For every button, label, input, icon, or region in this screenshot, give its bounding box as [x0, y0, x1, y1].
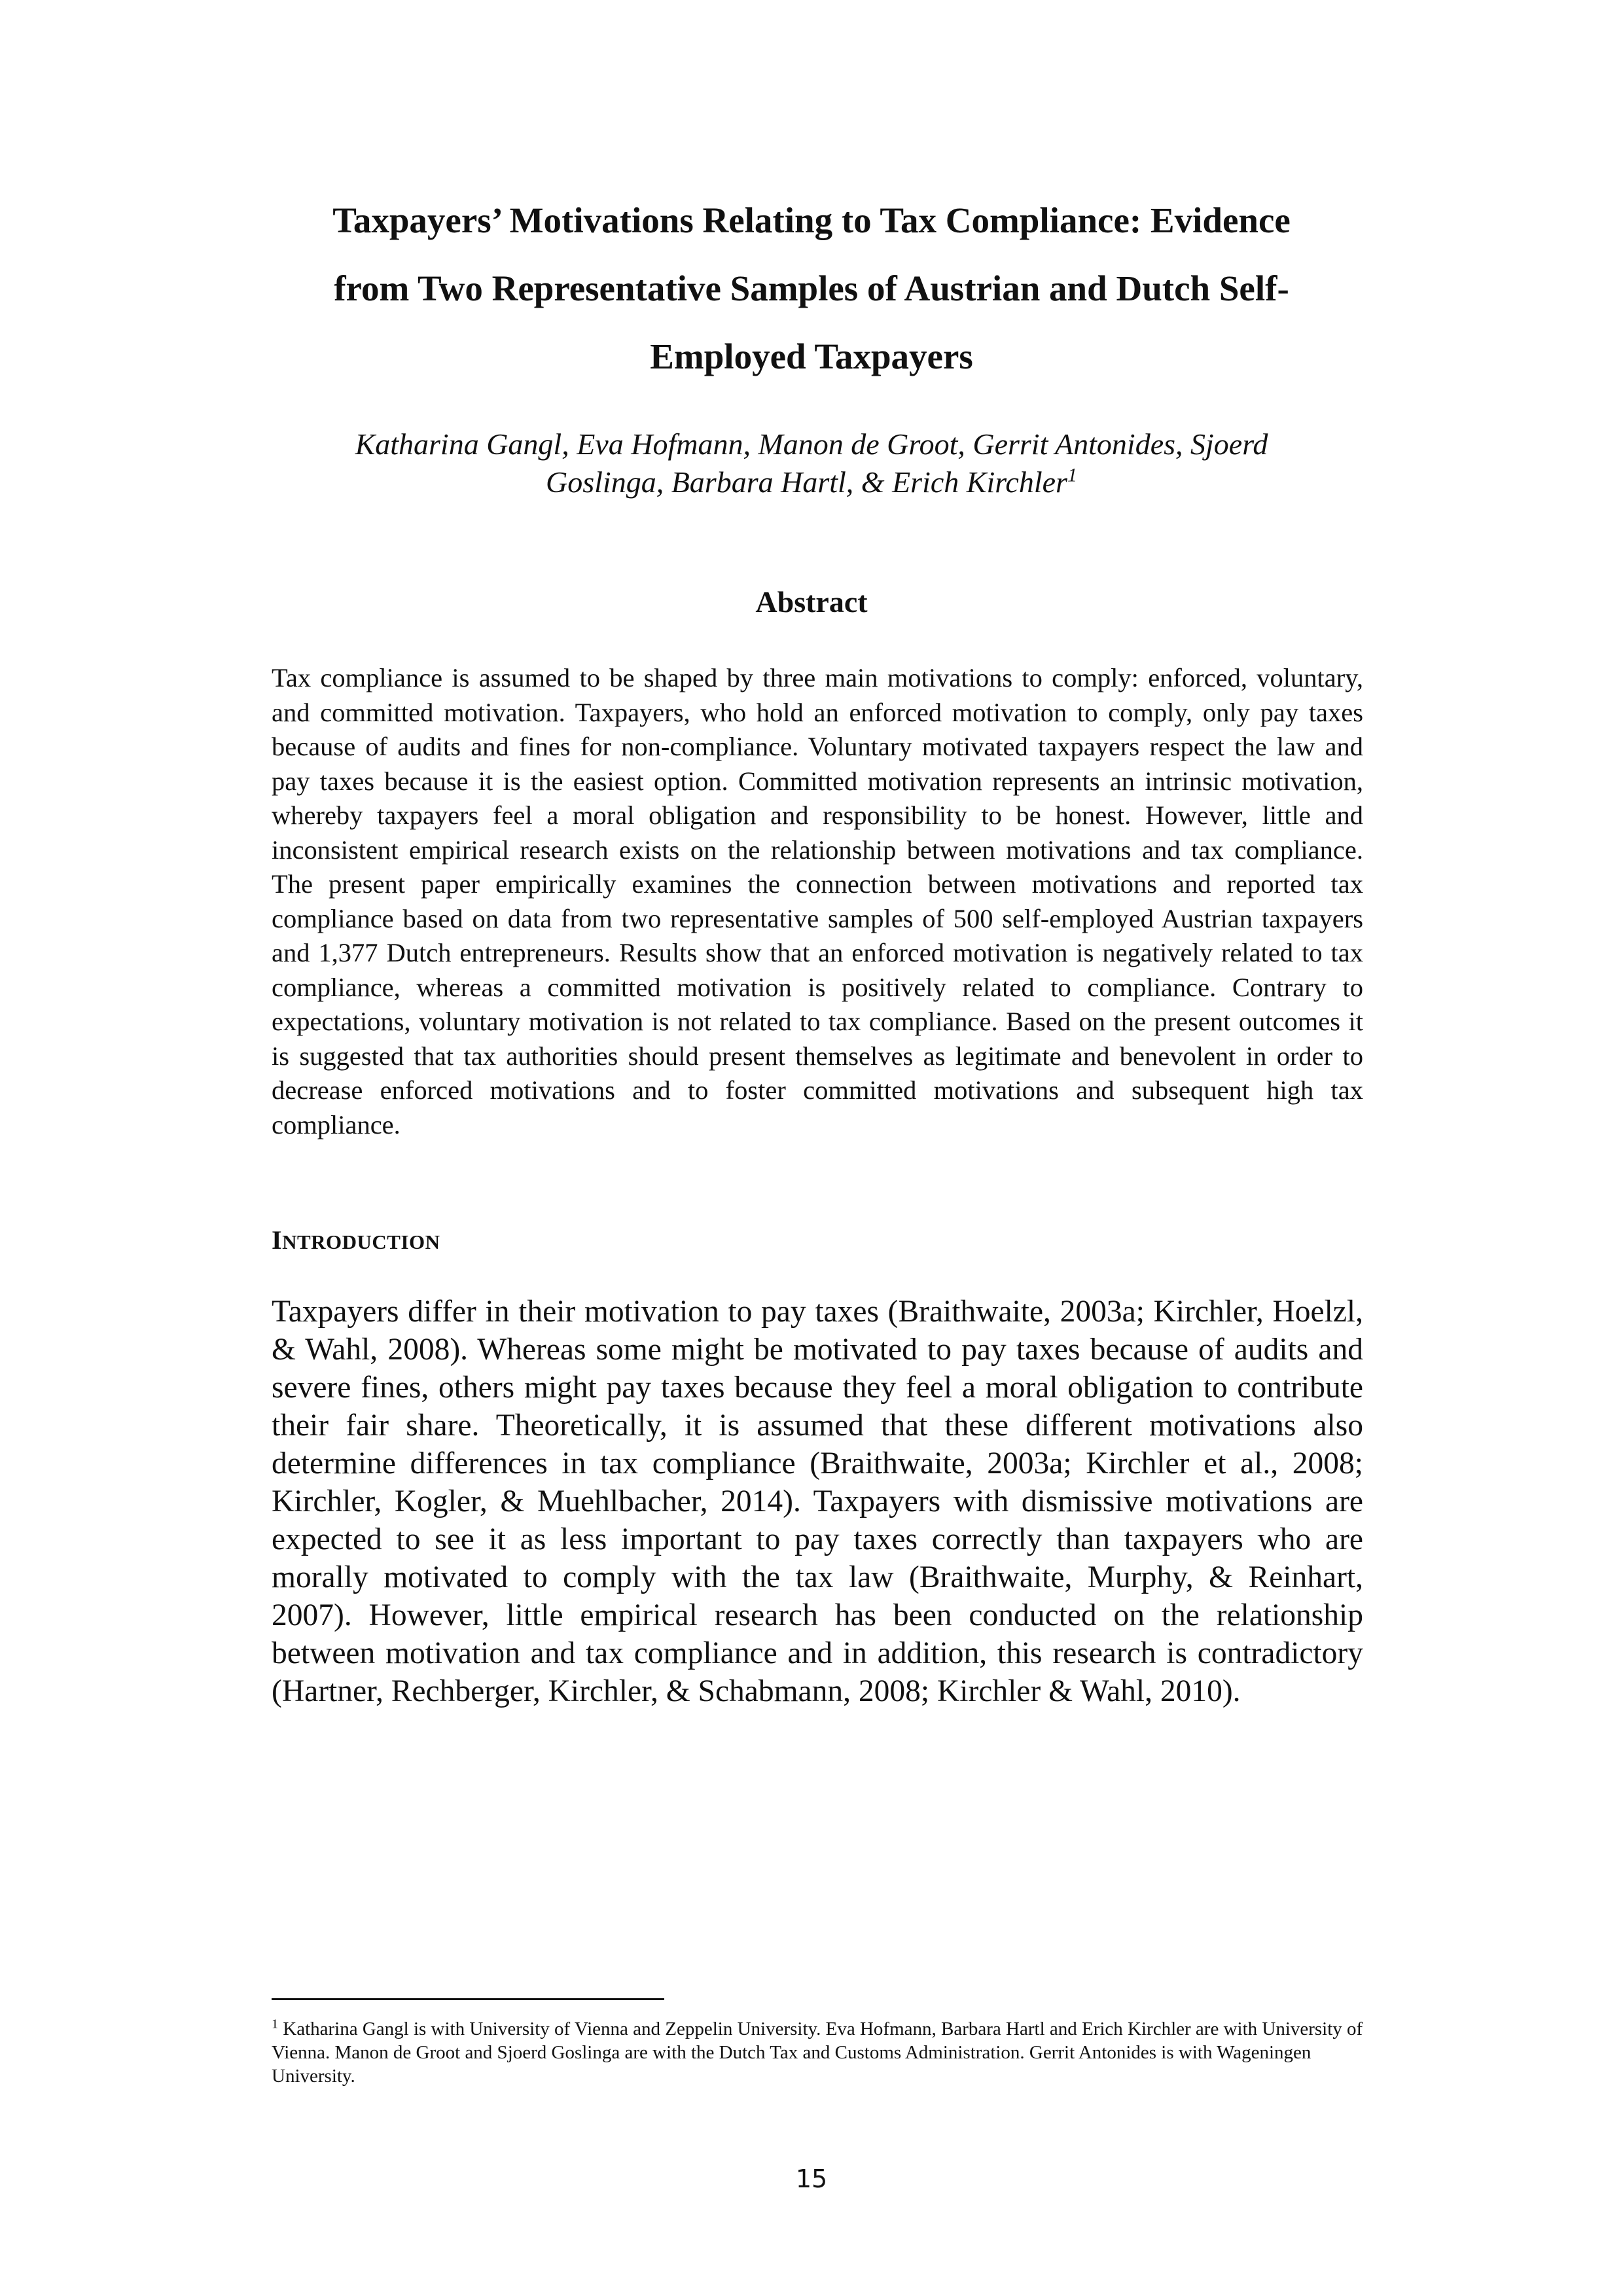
abstract-heading: Abstract: [755, 585, 868, 619]
authors-line-2-text: Goslinga, Barbara Hartl, & Erich Kirchler: [546, 465, 1067, 499]
introduction-paragraph: Taxpayers differ in their motivation to pay taxes (Braithwaite, 2003a; Kirchler, Hoelzl, & Wahl, 2008). Whereas some might be motivated to pay taxes because of audits and severe fines, others might pay taxes because they feel a moral obligation to contribute their fair share. Theoretically, it is assumed that these different motivations also determine differences in tax compliance (Braithwaite, 2003a; Kirchler et al., 2008; Kirchler, Kogler, & Muehlbacher, 2014). Taxpayers with dismissive motivations are expected to see it as less important to pay taxes correctly than taxpayers who are morally motivated to comply with the tax law (Braithwaite, Murphy, & Reinhart, 2007). However, little empirical research has been conducted on the relationship between motivation and tax compliance and in addition, this research is contradictory (Hartner, Rechberger, Kirchler, & Schabmann, 2008; Kirchler & Wahl, 2010).: [272, 1295, 1363, 1708]
title-line-2: from Two Representative Samples of Austrian and Dutch Self-: [334, 268, 1289, 308]
paper-title: [249, 187, 1374, 391]
footnote: [272, 2017, 1363, 2088]
author-list: [249, 425, 1374, 501]
footnote-text: Katharina Gangl is with University of Vienna and Zeppelin University. Eva Hofmann, Barbara Hartl and Erich Kirchler are with University of Vienna. Manon de Groot and Sjoerd Goslinga are with the Dutch Tax and Customs Administration. Gerrit Antonides is with Wageningen University.: [272, 2018, 1363, 2087]
title-line-1: Taxpayers’ Motivations Relating to Tax Compliance: Evidence: [332, 200, 1291, 240]
footnote-marker: 1: [272, 2017, 278, 2032]
introduction-heading-initial: I: [272, 1225, 283, 1255]
introduction-heading-rest: NTRODUCTION: [282, 1230, 440, 1253]
introduction-heading: [272, 1224, 440, 1259]
author-footnote-marker: 1: [1067, 464, 1077, 486]
footnote-divider: [272, 1998, 664, 2000]
page-number: 15: [795, 2164, 828, 2193]
abstract-paragraph: Tax compliance is assumed to be shaped by three main motivations to comply: enforced, voluntary, and committed motivation. Taxpayers, who hold an enforced motivation to comply, only pay taxes because of audits and fines for non-compliance. Voluntary motivated taxpayers respect the law and pay taxes because it is the easiest option. Committed motivation represents an intrinsic motivation, whereby taxpayers feel a moral obligation and responsibility to be honest. However, little and inconsistent empirical research exists on the relationship between motivations and tax compliance. The present paper empirically examines the connection between motivations and reported tax compliance based on data from two representative samples of 500 self-employed Austrian taxpayers and 1,377 Dutch entrepreneurs. Results show that an enforced motivation is negatively related to tax compliance, whereas a committed motivation is positively related to compliance. Contrary to expectations, voluntary motivation is not related to tax compliance. Based on the present outcomes it is suggested that tax authorities should present themselves as legitimate and benevolent in order to decrease enforced motivations and to foster committed motivations and subsequent high tax compliance.: [272, 663, 1363, 1139]
authors-line-2: [249, 463, 1374, 501]
authors-line-1: Katharina Gangl, Eva Hofmann, Manon de Groot, Gerrit Antonides, Sjoerd: [355, 427, 1268, 461]
title-line-3: Employed Taxpayers: [650, 336, 973, 376]
